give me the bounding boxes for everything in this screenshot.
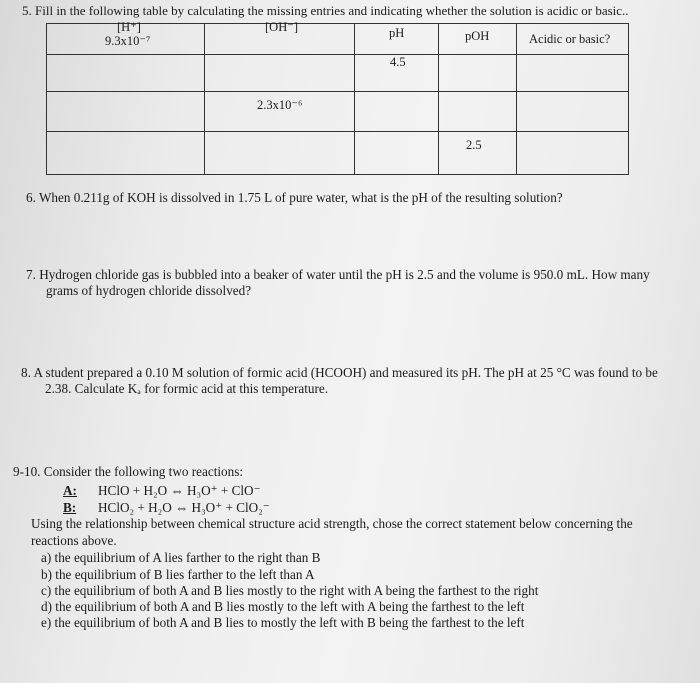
table-cell bbox=[355, 24, 439, 55]
table-cell bbox=[355, 131, 439, 174]
table-row bbox=[47, 92, 629, 132]
q9-intro-text: Consider the following two reactions: bbox=[43, 464, 244, 479]
q5-table bbox=[46, 20, 629, 175]
table-row bbox=[47, 131, 629, 174]
table-cell bbox=[47, 92, 205, 132]
option-b: b) the equilibrium of B lies farther to the left than A bbox=[41, 567, 315, 582]
q8-prompt-1: A student prepared a 0.10 M solution of formic acid (HCOOH) and measured its pH. The pH at 25 °C was found to be bbox=[33, 365, 658, 380]
q8-number: 8. bbox=[21, 365, 31, 380]
q9-prompt-line1: Using the relationship between chemical structure acid strength, chose the correct statement below concerning the bbox=[31, 516, 633, 531]
table-row bbox=[47, 55, 629, 92]
option-a: a) the equilibrium of A lies farther to the right than B bbox=[41, 550, 321, 565]
header-ph: pH bbox=[389, 26, 405, 40]
q6-number: 6. bbox=[26, 190, 36, 205]
q7-line2: grams of hydrogen chloride dissolved? bbox=[46, 283, 252, 298]
q6-prompt: When 0.211g of KOH is dissolved in 1.75 L of pure water, what is the pH of the resulting solution? bbox=[38, 190, 563, 205]
table-cell bbox=[205, 20, 355, 55]
table-cell bbox=[517, 24, 629, 55]
q7-number: 7. bbox=[26, 267, 36, 282]
reaction-b-label: B: bbox=[63, 500, 77, 515]
table-row bbox=[47, 24, 629, 55]
table-cell bbox=[205, 55, 355, 92]
q9-number: 9-10. bbox=[13, 464, 41, 479]
header-h: [H⁺] bbox=[117, 20, 141, 34]
reaction-a-label: A: bbox=[63, 483, 77, 498]
q6-text bbox=[26, 189, 563, 206]
table-cell bbox=[439, 92, 517, 132]
q5-number: 5. bbox=[22, 3, 32, 18]
table-cell bbox=[47, 131, 205, 174]
header-acidic-basic: Acidic or basic? bbox=[529, 32, 611, 46]
table-cell bbox=[205, 131, 355, 174]
table-cell bbox=[517, 131, 629, 174]
q9-prompt-line2: reactions above. bbox=[31, 533, 117, 548]
option-e: e) the equilibrium of both A and B lies to mostly the left with B being the farthest to the left bbox=[41, 615, 525, 630]
option-c: c) the equilibrium of both A and B lies mostly to the right with A being the farthest to the right bbox=[41, 583, 539, 598]
cell-r2-ph: 4.5 bbox=[390, 55, 406, 70]
header-oh: [OH⁻] bbox=[265, 20, 298, 34]
option-d: d) the equilibrium of both A and B lies mostly to the left with A being the farthest to the left bbox=[41, 599, 525, 614]
reaction-a: HClO + H₂O ⇔ H₃O⁺ + ClO⁻ bbox=[98, 483, 261, 498]
table-cell bbox=[205, 92, 355, 132]
table-cell bbox=[355, 55, 439, 92]
cell-r3-oh: 2.3x10⁻⁶ bbox=[257, 98, 303, 113]
table-cell bbox=[47, 55, 205, 92]
reaction-b: HClO₂ + H₂O ⇔ H₃O⁺ + ClO₂⁻ bbox=[98, 500, 270, 515]
table-cell bbox=[355, 92, 439, 132]
table-cell bbox=[439, 55, 517, 92]
table-cell bbox=[439, 24, 517, 55]
q9-intro bbox=[13, 463, 243, 480]
q7-prompt-1: Hydrogen chloride gas is bubbled into a beaker of water until the pH is 2.5 and the volume is 950.0 mL. How many bbox=[39, 267, 650, 282]
table-cell bbox=[439, 131, 517, 174]
table-cell bbox=[517, 92, 629, 132]
table-cell bbox=[517, 55, 629, 92]
q7-line1 bbox=[26, 266, 650, 283]
q8-line2: 2.38. Calculate Kₐ for formic acid at this temperature. bbox=[45, 381, 329, 396]
cell-r1c1: 9.3x10⁻⁷ bbox=[105, 34, 151, 48]
header-poh: pOH bbox=[465, 29, 490, 43]
table-cell bbox=[47, 20, 205, 55]
q5-prompt: Fill in the following table by calculating the missing entries and indicating whether the solution is acidic or basic.. bbox=[35, 3, 629, 18]
cell-r4-poh: 2.5 bbox=[466, 137, 482, 152]
q5-text bbox=[22, 2, 629, 19]
q8-line1 bbox=[21, 364, 658, 381]
